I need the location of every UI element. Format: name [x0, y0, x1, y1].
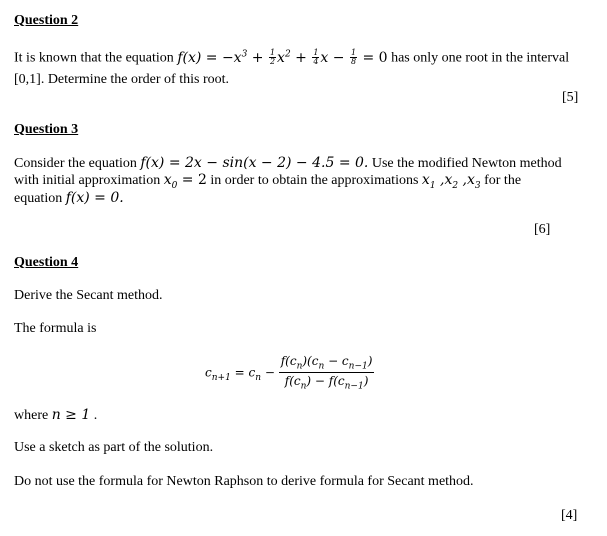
formula-fraction: [279, 354, 375, 392]
formula-rhs-c: c: [248, 365, 256, 380]
q2-frac-eighth-num: 1: [350, 48, 357, 58]
question-3-line-3: [14, 190, 124, 207]
q2-frac-eighth: [350, 49, 357, 66]
q3-x2-var: ,x: [435, 172, 453, 188]
q3-x1-sub: 1: [429, 180, 436, 191]
question-3-line-1: [14, 155, 562, 172]
where-prefix: where: [14, 408, 52, 423]
q3-x0-sub: 0: [171, 180, 178, 191]
q3-line2-prefix: with initial approximation: [14, 173, 164, 188]
num-sub-3: n−1: [348, 361, 368, 372]
num-sub-1: n: [296, 361, 303, 372]
question-3-heading: Question 3: [14, 122, 79, 137]
num-part-1: f(c: [280, 354, 297, 368]
q3-x3-sub: 3: [474, 180, 481, 191]
q3-line3-math: f(x) = 0.: [65, 190, 124, 206]
formula-lhs-c: c: [205, 365, 212, 380]
q3-equation: f(x) = 2x − sin(x − 2) − 4.5 = 0.: [140, 155, 369, 171]
q3-x0-val: = 2: [177, 172, 207, 188]
secant-formula: [205, 354, 374, 392]
num-part-4: ): [367, 354, 373, 368]
q2-eq-part-a: f(x) = −x: [177, 49, 242, 66]
q2-frac-quarter-den: 4: [313, 57, 319, 67]
q2-frac-quarter-num: 1: [313, 48, 319, 58]
q3-x0: [163, 172, 207, 191]
question-4-heading: Question 4: [14, 255, 79, 270]
question-4-line-1: Derive the Secant method.: [14, 288, 163, 303]
q2-plus-2: +: [290, 49, 312, 66]
formula-lhs-sub: n+1: [211, 372, 231, 383]
q3-line1-suffix: Use the modified Newton method: [368, 156, 562, 171]
question-3-marks: [6]: [534, 222, 551, 237]
q3-line1-prefix: Consider the equation: [14, 156, 141, 171]
q3-x2-sub: 2: [452, 180, 459, 191]
den-part-2: ) − f(c: [306, 374, 345, 389]
q3-line2-mid: in order to obtain the approximations: [206, 173, 422, 188]
q2-eq-zero: = 0: [358, 49, 388, 66]
formula-equals: =: [230, 365, 249, 380]
where-suffix: .: [90, 408, 98, 423]
q2-plus-1: +: [247, 49, 268, 66]
q2-frac-eighth-den: 8: [350, 57, 357, 67]
num-part-3: − c: [324, 354, 349, 368]
question-3-line-2: [14, 172, 521, 191]
q2-line1-prefix: It is known that the equation: [14, 50, 178, 66]
q2-frac-half: [269, 49, 276, 66]
q2-exp-3: 3: [241, 49, 248, 59]
q2-frac-half-num: 1: [269, 48, 276, 58]
q2-frac-quarter: [312, 49, 319, 66]
question-4-where-line: [14, 407, 97, 424]
formula-rhs-sub: n: [255, 372, 262, 383]
den-part-3: ): [363, 374, 369, 389]
question-4-marks: [4]: [561, 508, 578, 523]
num-part-2: )(c: [302, 354, 319, 368]
question-2-line-1: [14, 49, 569, 67]
formula-minus: −: [261, 365, 279, 380]
question-4-line-2: The formula is: [14, 321, 97, 336]
question-4-line-4: Do not use the formula for Newton Raphson to derive formula for Secant method.: [14, 474, 474, 489]
den-sub-1: n: [300, 381, 307, 392]
formula-numerator: [279, 354, 375, 373]
q3-approximations: [421, 172, 481, 191]
question-4-line-3: Use a sketch as part of the solution.: [14, 440, 214, 455]
q2-equation: [177, 50, 387, 66]
q3-line3-prefix: equation: [14, 191, 66, 206]
question-2-heading: Question 2: [14, 13, 79, 28]
where-math: n ≥ 1: [51, 407, 91, 423]
q3-x1-var: x: [421, 172, 430, 188]
q2-exp-2: 2: [284, 49, 291, 59]
formula-denominator: [279, 373, 375, 391]
den-part-1: f(c: [284, 374, 301, 389]
question-2-marks: [5]: [562, 90, 579, 105]
q3-x0-var: x: [163, 172, 172, 188]
question-2-line-2: [0,1]. Determine the order of this root.: [14, 72, 229, 87]
q3-line2-suffix: for the: [480, 173, 522, 188]
den-sub-2: n−1: [344, 381, 364, 392]
q2-frac-half-den: 2: [269, 57, 276, 67]
num-sub-2: n: [318, 361, 325, 372]
q3-x3-var: ,x: [458, 172, 475, 188]
q2-x-term: x −: [320, 49, 349, 66]
q2-x-squared: x: [277, 49, 285, 66]
q2-line1-suffix: has only one root in the interval: [387, 50, 570, 66]
